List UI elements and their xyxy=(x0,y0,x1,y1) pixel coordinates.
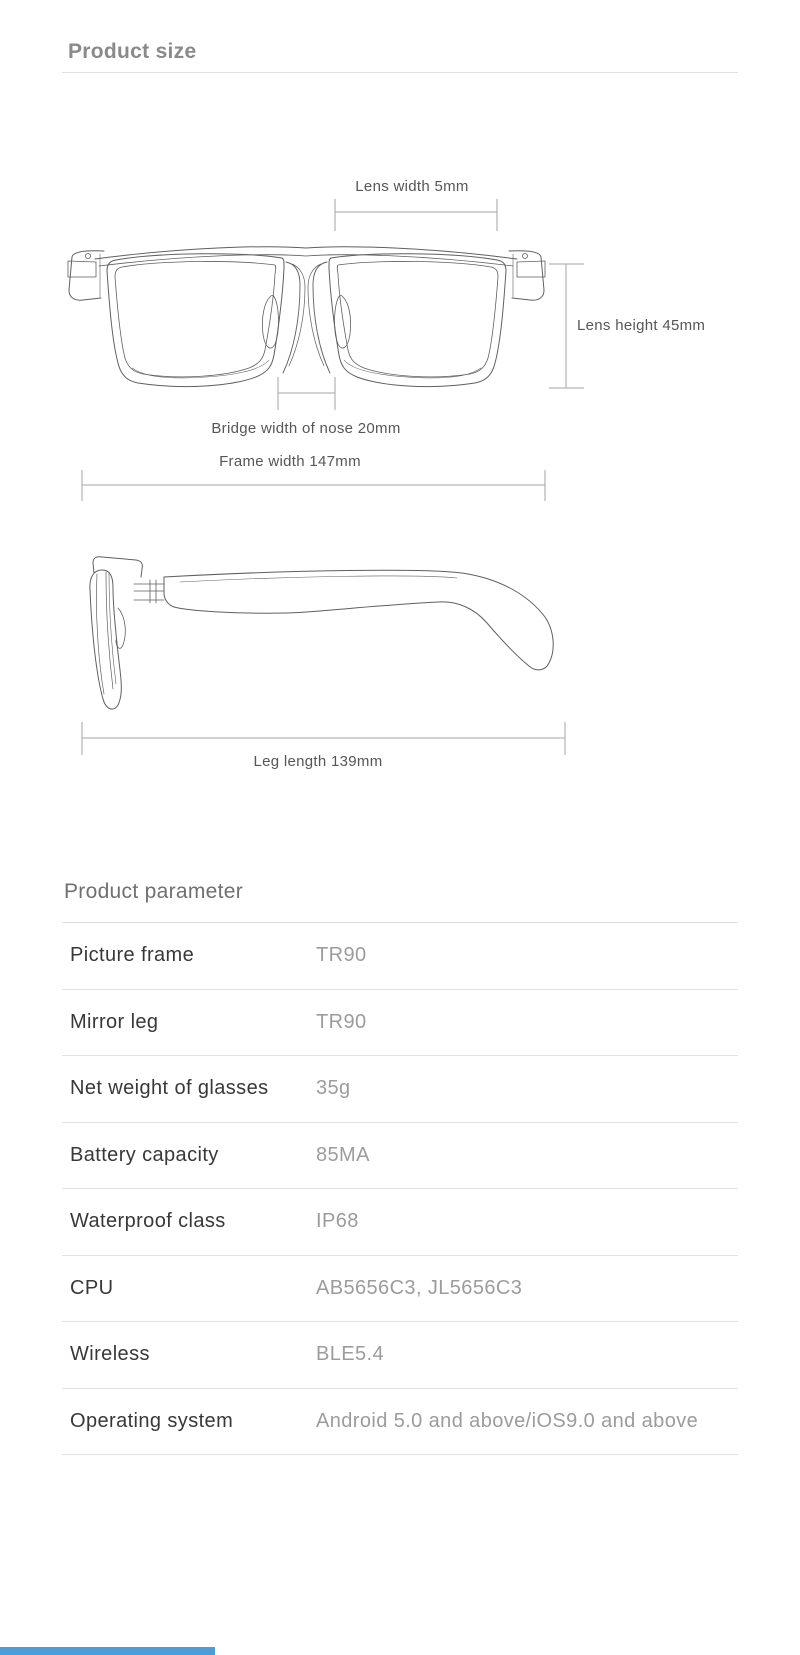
nose-bridge-curve xyxy=(313,262,330,373)
spec-row-wireless xyxy=(62,1322,738,1389)
dimension-lines xyxy=(82,199,584,755)
glasses-front-view-drawing xyxy=(68,247,545,387)
spec-value: IP68 xyxy=(316,1210,359,1233)
temple-arm-top-line xyxy=(180,576,457,582)
spec-value: AB5656C3, JL5656C3 xyxy=(316,1276,523,1299)
spec-row-cpu xyxy=(62,1256,738,1323)
spec-label: Wireless xyxy=(70,1343,150,1366)
nose-pad-side xyxy=(116,608,125,648)
spec-value: BLE5.4 xyxy=(316,1343,385,1366)
spec-value: TR90 xyxy=(316,1010,367,1033)
progress-bar xyxy=(0,1647,215,1655)
spec-row-net-weight xyxy=(62,1056,738,1123)
lens-frame-outline xyxy=(329,254,506,387)
bridge-width-dimension xyxy=(278,377,335,410)
brow-bar-inner-line xyxy=(99,255,513,266)
glasses-size-figure xyxy=(0,0,800,800)
lens-glass-outline xyxy=(337,261,498,376)
spec-row-operating-system xyxy=(62,1389,738,1456)
bridge-width-label: Bridge width of nose 20mm xyxy=(211,420,401,437)
hinge-slot xyxy=(517,261,545,277)
spec-label: Waterproof class xyxy=(70,1210,226,1233)
brow-bar-outline xyxy=(95,247,517,259)
spec-row-waterproof-class xyxy=(62,1189,738,1256)
lens-height-label: Lens height 45mm xyxy=(577,317,706,334)
spec-table xyxy=(62,922,738,1455)
rim-contour-2 xyxy=(106,572,113,689)
product-size-title: Product size xyxy=(68,40,197,63)
spec-label: Mirror leg xyxy=(70,1010,159,1033)
spec-label: Picture frame xyxy=(70,944,195,967)
hinge-side-bars xyxy=(134,584,164,600)
lens-width-label: Lens width 5mm xyxy=(355,178,469,195)
spec-value: 85MA xyxy=(316,1143,370,1166)
spec-value: Android 5.0 and above/iOS9.0 and above xyxy=(316,1409,699,1432)
leg-length-dimension xyxy=(82,722,565,755)
rim-contour-3 xyxy=(109,572,116,684)
frame-width-label: Frame width 147mm xyxy=(219,453,361,470)
spec-row-picture-frame xyxy=(62,923,738,990)
glasses-side-view-drawing xyxy=(90,557,553,709)
leg-length-label: Leg length 139mm xyxy=(253,753,383,770)
rim-side-outline xyxy=(90,570,121,709)
frame-width-dimension xyxy=(82,470,545,501)
product-parameter-title: Product parameter xyxy=(64,880,244,903)
rim-top-cap xyxy=(93,557,142,577)
spec-row-mirror-leg xyxy=(62,990,738,1057)
lens-width-dimension xyxy=(335,199,497,231)
hinge-side-pin xyxy=(150,580,156,603)
spec-label: Net weight of glasses xyxy=(70,1077,269,1100)
spec-value: TR90 xyxy=(316,944,367,967)
spec-label: CPU xyxy=(70,1276,114,1299)
hinge-screw xyxy=(523,254,528,259)
spec-label: Operating system xyxy=(70,1409,234,1432)
spec-value: 35g xyxy=(316,1077,351,1100)
spec-row-battery-capacity xyxy=(62,1123,738,1190)
nose-pad xyxy=(335,295,351,348)
temple-arm-outline xyxy=(164,570,553,670)
spec-label: Battery capacity xyxy=(70,1143,219,1166)
